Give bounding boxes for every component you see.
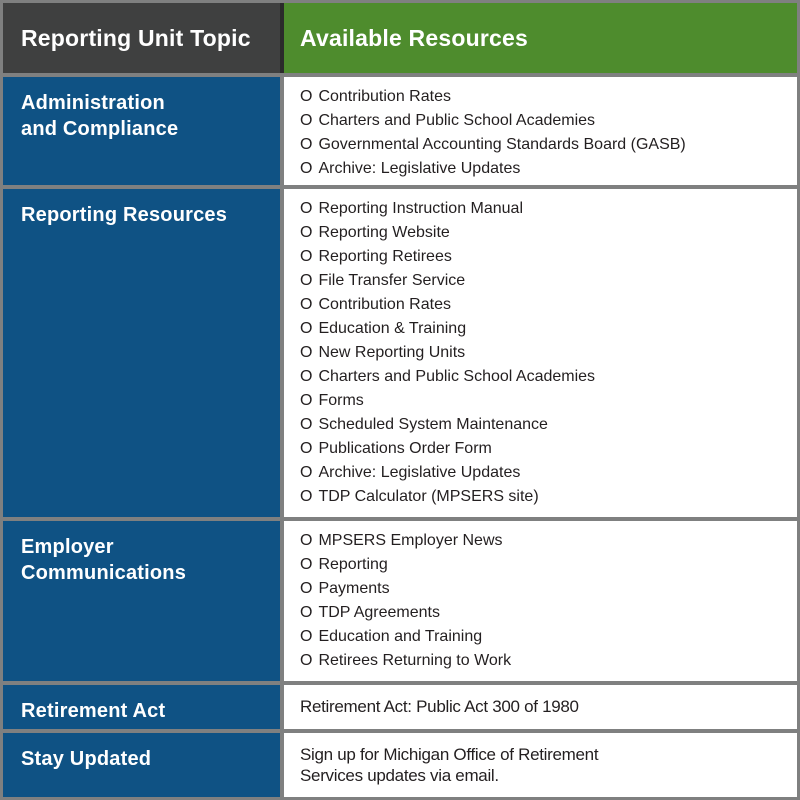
- resource-item-label: Archive: Legislative Updates: [318, 464, 521, 481]
- resource-item-label: Contribution Rates: [318, 88, 451, 105]
- circle-bullet-icon: O: [300, 88, 313, 105]
- circle-bullet-icon: O: [300, 272, 313, 289]
- circle-bullet-icon: O: [300, 392, 313, 409]
- circle-bullet-icon: O: [300, 112, 313, 129]
- resource-list-item: [300, 461, 789, 485]
- resource-list-item: [300, 553, 789, 577]
- resource-list-item: [300, 133, 789, 157]
- circle-bullet-icon: O: [300, 652, 313, 669]
- resource-list-item: [300, 601, 789, 625]
- resource-item-label: Education & Training: [318, 320, 467, 337]
- resource-item-label: Contribution Rates: [318, 296, 451, 313]
- resource-item-label: Charters and Public School Academies: [318, 368, 596, 385]
- topic-cell: [3, 733, 280, 797]
- resource-item-label: New Reporting Units: [318, 344, 466, 361]
- circle-bullet-icon: O: [300, 296, 313, 313]
- resource-item-label: Charters and Public School Academies: [318, 112, 596, 129]
- resource-list-item: [300, 341, 789, 365]
- topic-line: and Compliance: [21, 118, 179, 140]
- resource-list-item: [300, 649, 789, 673]
- circle-bullet-icon: O: [300, 160, 313, 177]
- resource-item-label: Education and Training: [318, 628, 483, 645]
- resources-cell: [280, 77, 797, 185]
- circle-bullet-icon: O: [300, 464, 313, 481]
- resource-item-label: Scheduled System Maintenance: [318, 416, 548, 433]
- resource-item-label: Retirees Returning to Work: [318, 652, 512, 669]
- resource-list-item: [300, 625, 789, 649]
- resource-item-label: Governmental Accounting Standards Board (GASB): [318, 136, 686, 153]
- circle-bullet-icon: O: [300, 580, 313, 597]
- resource-item-label: TDP Calculator (MPSERS site): [318, 488, 539, 505]
- circle-bullet-icon: O: [300, 532, 313, 549]
- resource-list-item: [300, 197, 789, 221]
- resource-item-label: Publications Order Form: [318, 440, 492, 457]
- resource-list-item: [300, 485, 789, 509]
- resource-text-line: Retirement Act: Public Act 300 of 1980: [300, 697, 579, 716]
- topic-line: Employer: [21, 536, 114, 558]
- resource-list-item: [300, 437, 789, 461]
- resource-list-item: [300, 157, 789, 181]
- resource-list-item: [300, 389, 789, 413]
- topic-cell: [3, 77, 280, 185]
- header-topic-label: Reporting Unit Topic: [21, 24, 251, 51]
- circle-bullet-icon: O: [300, 368, 313, 385]
- resource-item-label: Reporting Website: [318, 224, 450, 241]
- resources-cell: [280, 189, 797, 517]
- resource-item-label: Forms: [318, 392, 364, 409]
- circle-bullet-icon: O: [300, 344, 313, 361]
- topic-line: Retirement Act: [21, 700, 166, 722]
- resource-list-item: [300, 317, 789, 341]
- circle-bullet-icon: O: [300, 416, 313, 433]
- resources-cell: [280, 521, 797, 681]
- circle-bullet-icon: O: [300, 440, 313, 457]
- resource-item-label: Reporting: [318, 556, 388, 573]
- topic-line: Communications: [21, 562, 187, 584]
- circle-bullet-icon: O: [300, 248, 313, 265]
- circle-bullet-icon: O: [300, 320, 313, 337]
- circle-bullet-icon: O: [300, 224, 313, 241]
- header-topic-cell: [3, 3, 280, 73]
- resource-list-item: [300, 293, 789, 317]
- circle-bullet-icon: O: [300, 604, 313, 621]
- resource-item-label: Reporting Retirees: [318, 248, 452, 265]
- topic-cell: [3, 685, 280, 729]
- resource-list-item: [300, 365, 789, 389]
- circle-bullet-icon: O: [300, 628, 313, 645]
- topic-cell: [3, 521, 280, 681]
- resource-text-line: Sign up for Michigan Office of Retirement: [300, 745, 599, 764]
- resources-cell: [280, 685, 797, 729]
- resource-item-label: Payments: [318, 580, 390, 597]
- resource-list-item: [300, 577, 789, 601]
- resource-list-item: [300, 109, 789, 133]
- header-resources-label: Available Resources: [300, 24, 528, 51]
- circle-bullet-icon: O: [300, 200, 313, 217]
- topic-line: Administration: [21, 92, 165, 114]
- resource-item-label: TDP Agreements: [318, 604, 440, 621]
- resource-item-label: Reporting Instruction Manual: [318, 200, 524, 217]
- resource-list-item: [300, 413, 789, 437]
- circle-bullet-icon: O: [300, 488, 313, 505]
- resource-list-item: [300, 245, 789, 269]
- topic-cell: [3, 189, 280, 517]
- resource-item-label: File Transfer Service: [318, 272, 466, 289]
- topic-line: Stay Updated: [21, 748, 152, 770]
- resources-cell: [280, 733, 797, 797]
- header-resources-cell: [280, 3, 797, 73]
- topic-line: Reporting Resources: [21, 204, 228, 226]
- resource-list-item: [300, 221, 789, 245]
- resource-text-line: Services updates via email.: [300, 766, 499, 785]
- resource-item-label: MPSERS Employer News: [318, 532, 503, 549]
- resource-list-item: [300, 529, 789, 553]
- resource-list-item: [300, 85, 789, 109]
- resource-item-label: Archive: Legislative Updates: [318, 160, 521, 177]
- resource-list-item: [300, 269, 789, 293]
- circle-bullet-icon: O: [300, 136, 313, 153]
- circle-bullet-icon: O: [300, 556, 313, 573]
